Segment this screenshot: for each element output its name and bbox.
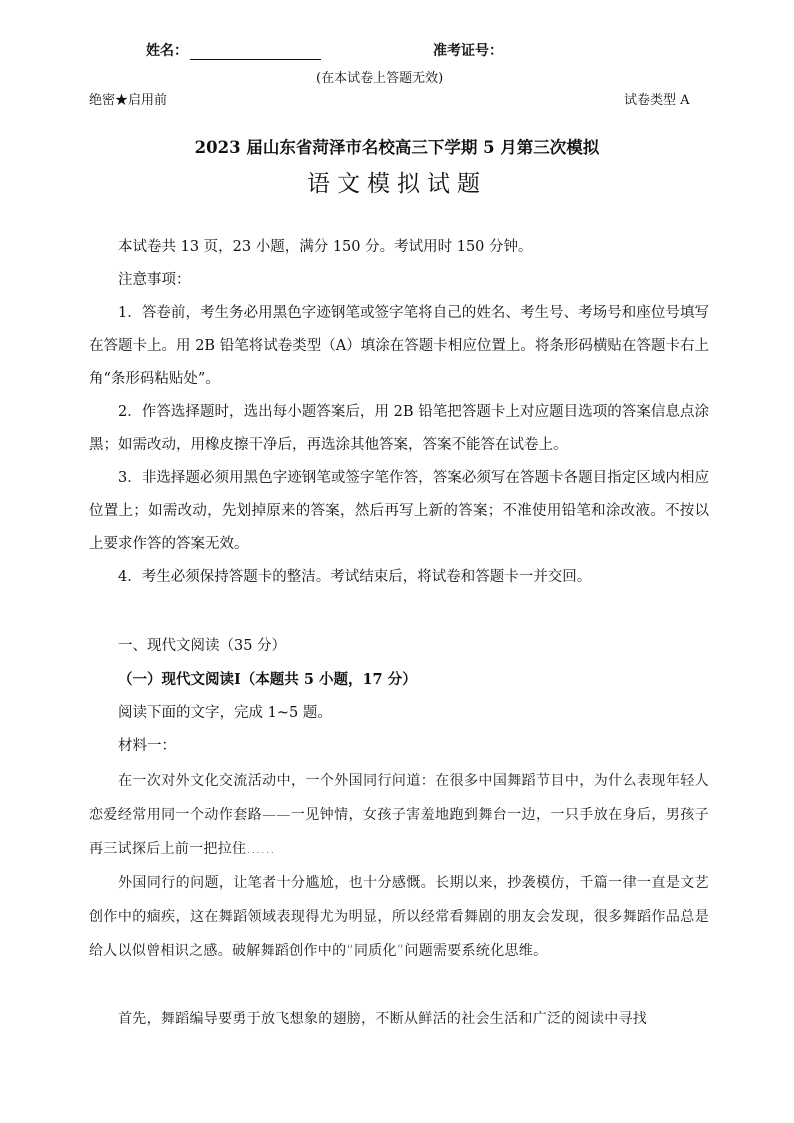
invalid-note: (在本试卷上答题无效) bbox=[316, 71, 444, 86]
section-subheading: （一）现代文阅读Ⅰ（本题共 5 小题，17 分） bbox=[118, 671, 417, 688]
material-paragraph-1: 在一次对外文化交流活动中，一个外国同行问道：在很多中国舞蹈节目中，为什么表现年轻人恋爱经常用同一个动作套路——一见钟情，女孩子害羞地跑到舞台一边，一只手放在身后，男孩子再三试探后上前一把拉住…… bbox=[89, 773, 709, 857]
exam-id-label: 准考证号： bbox=[433, 43, 503, 59]
name-blank-line bbox=[190, 59, 321, 60]
note-item-3: 3．非选择题必须用黑色字迹钢笔或签字笔作答，答案必须写在答题卡各题目指定区域内相应位置上；如需改动，先划掉原来的答案，然后再写上新的答案；不准使用铅笔和涂改液。不按以上要求作答的答案无效。 bbox=[89, 470, 709, 552]
name-label: 姓名： bbox=[146, 43, 188, 59]
note-item-4: 4．考生必须保持答题卡的整洁。考试结束后，将试卷和答题卡一并交回。 bbox=[118, 569, 592, 585]
material-paragraph-2: 外国同行的问题，让笔者十分尴尬，也十分感慨。长期以来，抄袭模仿，千篇一律一直是文艺创作中的痼疾，这在舞蹈领域表现得尤为明显，所以经常看舞剧的朋友会发现，很多舞蹈作品总是给人以似曾相识之感。破解舞蹈创作中的“同质化”问题需要系统化思维。 bbox=[89, 875, 709, 959]
note-item-1: 1．答卷前，考生务必用黑色字迹钢笔或签字笔将自己的姓名、考生号、考场号和座位号填写在答题卡上。用 2B 铅笔将试卷类型（A）填涂在答题卡相应位置上。将条形码横贴在答题卡右上角“条形码粘贴处”。 bbox=[89, 305, 709, 387]
section-heading: 一、现代文阅读（35 分） bbox=[118, 638, 287, 654]
notes-heading: 注意事项： bbox=[118, 272, 191, 288]
exam-summary: 本试卷共 13 页，23 小题，满分 150 分。考试用时 150 分钟。 bbox=[118, 239, 533, 255]
paper-type: 试卷类型 A bbox=[624, 93, 690, 108]
note-item-2: 2．作答选择题时，选出每小题答案后，用 2B 铅笔把答题卡上对应题目选项的答案信息点涂黑；如需改动，用橡皮擦干净后，再选涂其他答案，答案不能答在试卷上。 bbox=[89, 404, 709, 453]
material-paragraph-3: 首先，舞蹈编导要勇于放飞想象的翅膀，不断从鲜活的社会生活和广泛的阅读中寻找 bbox=[118, 1011, 648, 1027]
subject-title: 语文模拟试题 bbox=[307, 171, 487, 197]
material-label: 材料一： bbox=[118, 738, 176, 754]
exam-title: 2023 届山东省菏泽市名校高三下学期 5 月第三次模拟 bbox=[194, 138, 600, 157]
secret-label: 绝密★启用前 bbox=[89, 93, 168, 108]
reading-instruction: 阅读下面的文字，完成 1~5 题。 bbox=[118, 705, 332, 721]
